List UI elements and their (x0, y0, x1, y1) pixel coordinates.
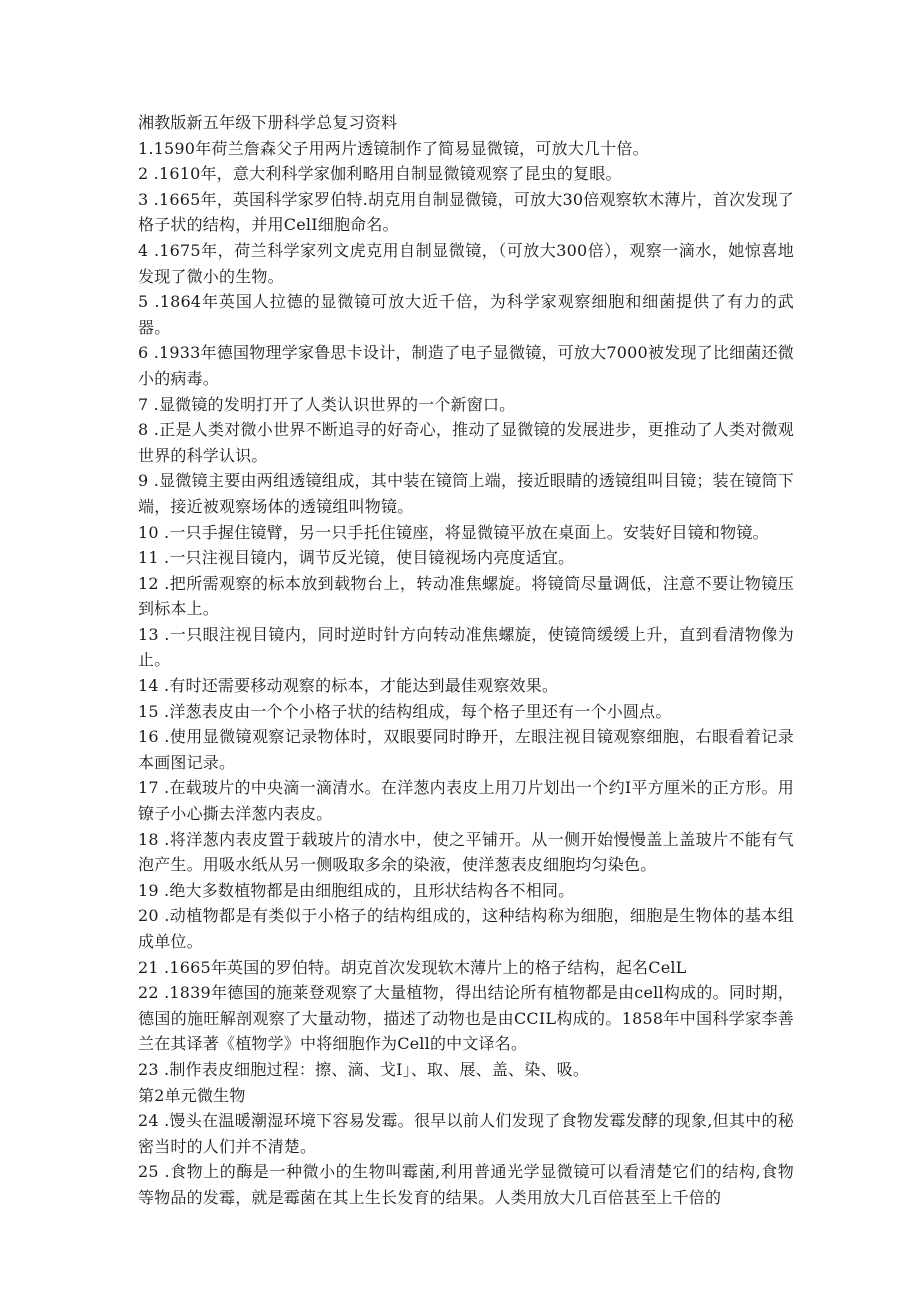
document-title: 湘教版新五年级下册科学总复习资料 (138, 113, 398, 132)
list-item: 4 .1675年，荷兰科学家列文虎克用自制显微镜，（可放大300倍），观察一滴水，她惊喜地发现了微小的生物。 (138, 240, 794, 286)
list-item: 18 .将洋葱内表皮置于载玻片的清水中，使之平铺开。从一侧开始慢慢盖上盖玻片不能有气泡产生。用吸水纸从另一侧吸取多余的染液，使洋葱表皮细胞均匀染色。 (138, 829, 794, 875)
list-item: 1.1590年荷兰詹森父子用两片透镜制作了简易显微镜，可放大几十倍。 (138, 138, 649, 158)
list-item: 20 .动植物都是有类似于小格子的结构组成的，这种结构称为细胞，细胞是生物体的基本组成单位。 (138, 906, 794, 951)
list-item: 6 .1933年德国物理学家鲁思卡设计，制造了电子显微镜，可放大7000被发现了比细菌还微小的病毒。 (138, 343, 794, 388)
list-item: 24 .馒头在温暖潮湿环境下容易发霉。很早以前人们发现了食物发霉发酵的现象,但其中的秘密当时的人们并不清楚。 (138, 1111, 794, 1156)
list-item: 7 .显微镜的发明打开了人类认识世界的一个新窗口。 (138, 394, 516, 414)
list-item: 3 .1665年，英国科学家罗伯特.胡克用自制显微镜，可放大30倍观察软木薄片，首次发现了格子状的结构，并用CelI细胞命名。 (138, 189, 794, 235)
list-item: 15 .洋葱表皮由一个个小格子状的结构组成，每个格子里还有一个小圆点。 (138, 701, 672, 721)
list-item: 17 .在载玻片的中央滴一滴清水。在洋葱内表皮上用刀片划出一个约I平方厘米的正方形。用镣子小心撕去洋葱内表皮。 (138, 778, 794, 824)
list-item: 23 .制作表皮细胞过程：擦、滴、戈I」、取、展、盖、染、吸。 (138, 1059, 590, 1079)
section-heading: 第2单元微生物 (138, 1085, 246, 1105)
list-item: 5 .1864年英国人拉德的显微镜可放大近千倍，为科学家观察细胞和细菌提供了有力的武器。 (138, 292, 794, 337)
document-body (138, 110, 794, 1211)
list-item: 16 .使用显微镜观察记录物体时，双眼要同时睁开，左眼注视目镜观察细胞，右眼看着记录本画图记录。 (138, 727, 794, 772)
list-item: 13 .一只眼注视目镜内，同时逆时针方向转动准焦螺旋，使镜筒缓缓上升，直到看清物像为止。 (138, 624, 794, 670)
list-item: 11 .一只注视目镜内，调节反光镜，使目镜视场内亮度适宜。 (138, 548, 575, 568)
list-item: 8 .正是人类对微小世界不断追寻的好奇心，推动了显微镜的发展进步，更推动了人类对微观世界的科学认识。 (138, 420, 794, 465)
unit2-list (138, 1108, 794, 1210)
list-item: 2 .1610年，意大利科学家伽利略用自制显微镜观察了昆虫的复眼。 (138, 164, 622, 184)
list-item: 9 .显微镜主要由两组透镜组成，其中装在镜筒上端，接近眼睛的透镜组叫目镜；装在镜筒下端，接近被观察场体的透镜组叫物镜。 (138, 471, 794, 516)
list-item: 12 .把所需观察的标本放到载物台上，转动准焦螺旋。将镜筒尽量调低，注意不要让物镜压到标本上。 (138, 573, 794, 619)
unit1-list (138, 136, 794, 1083)
list-item: 22 .1839年德国的施莱登观察了大量植物，得出结论所有植物都是由cell构成的。同时期，德国的施旺解剖观察了大量动物，描述了动物也是由CCIL构成的。1858年中国科学家李善兰在其译著《植物学》中将细胞作为Cell的中文译名。 (138, 983, 794, 1054)
list-item: 25 .食物上的酶是一种微小的生物叫霉菌,利用普通光学显微镜可以看清楚它们的结构,食物等物品的发霉，就是霉菌在其上生长发育的结果。人类用放大几百倍甚至上千倍的 (138, 1162, 794, 1207)
list-item: 10 .一只手握住镜臂，另一只手托住镜座，将显微镜平放在桌面上。安装好目镜和物镜。 (138, 522, 769, 542)
list-item: 14 .有时还需要移动观察的标本，才能达到最佳观察效果。 (138, 676, 559, 696)
list-item: 21 .1665年英国的罗伯特。胡克首次发现软木薄片上的格子结构，起名CelL (138, 957, 687, 977)
list-item: 19 .绝大多数植物都是由细胞组成的，且形状结构各不相同。 (138, 880, 575, 900)
